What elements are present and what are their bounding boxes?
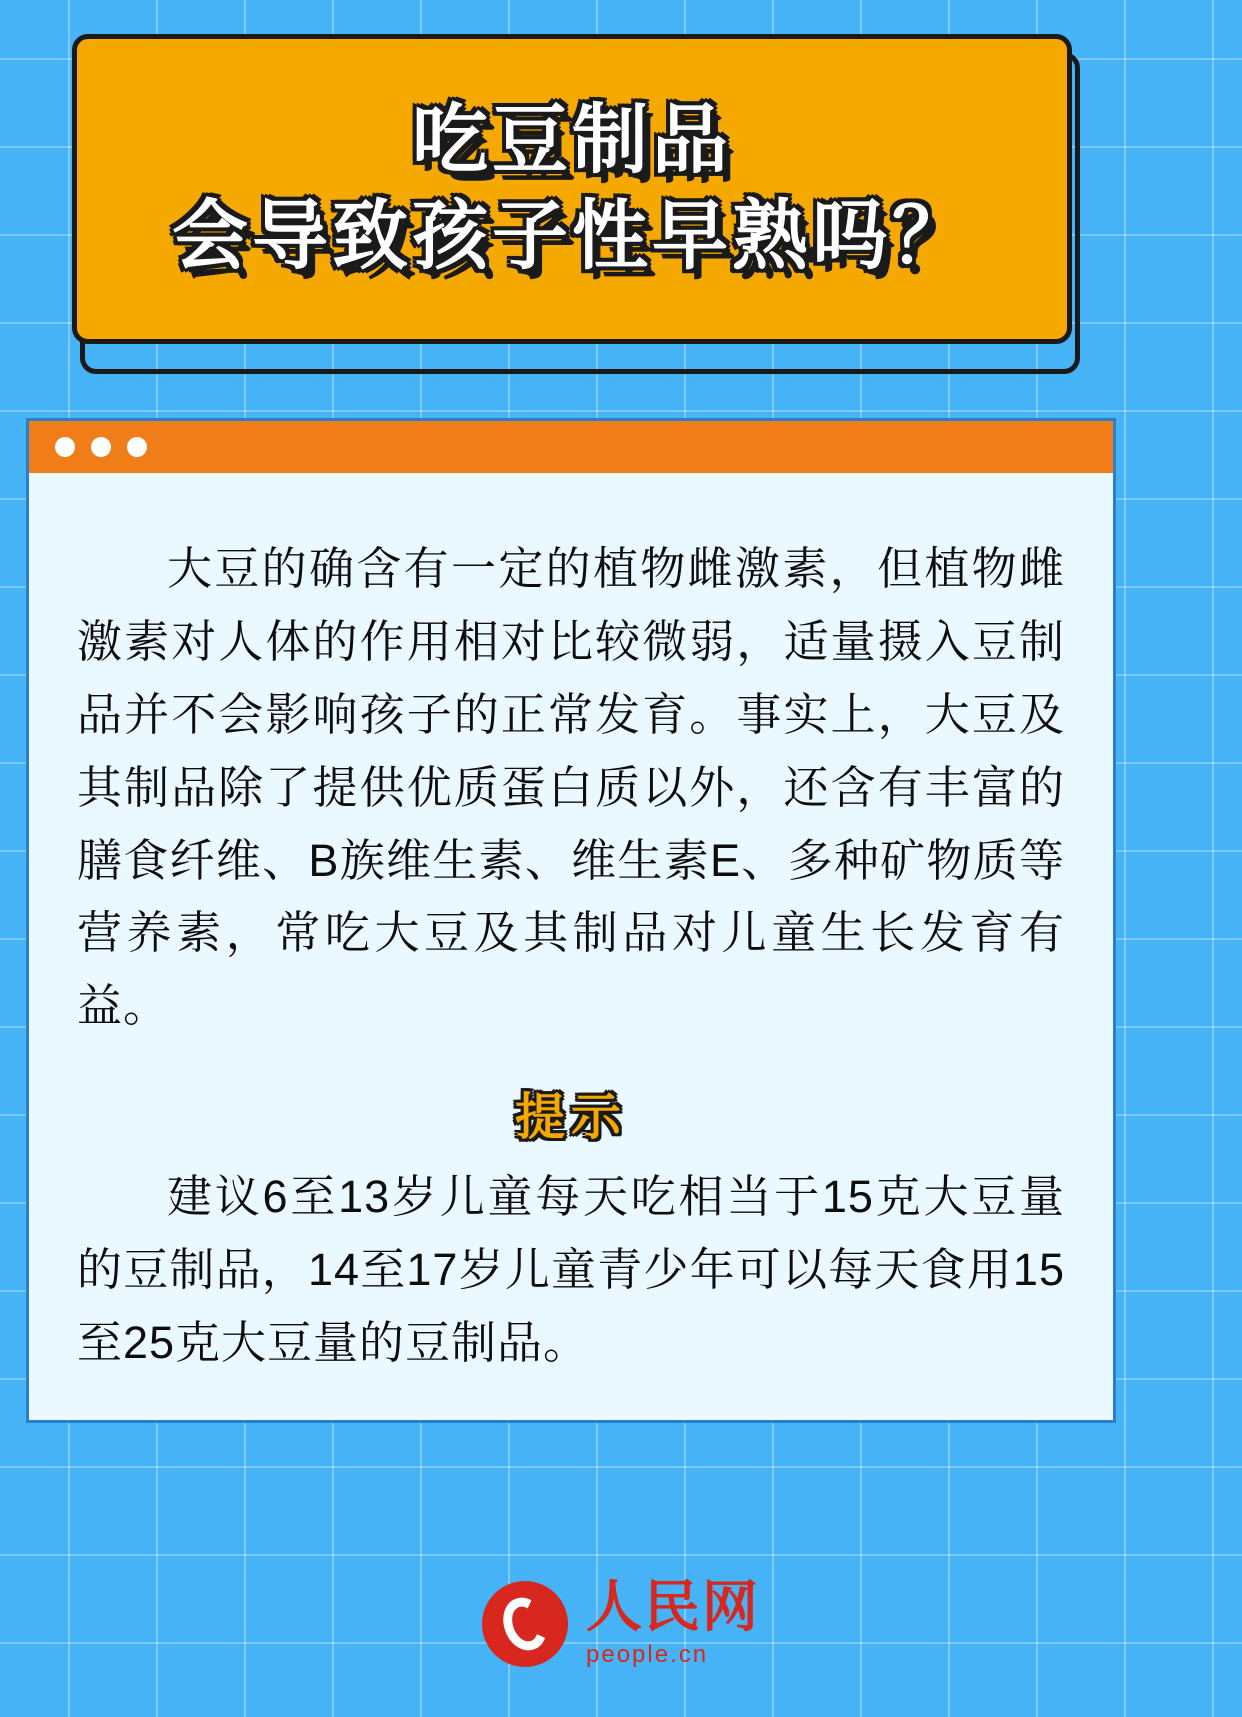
window-title-bar [29, 421, 1113, 473]
title-card-wrapper [72, 34, 1072, 344]
window-dot-close-icon[interactable] [55, 437, 75, 457]
window-dot-maximize-icon[interactable] [127, 437, 147, 457]
main-paragraph: 大豆的确含有一定的植物雌激素，但植物雌激素对人体的作用相对比较微弱，适量摄入豆制品并不会影响孩子的正常发育。事实上，大豆及其制品除了提供优质蛋白质以外，还含有丰富的膳食纤维、B族维生素、维生素E、多种矿物质等营养素，常吃大豆及其制品对儿童生长发育有益。 [77, 543, 1065, 1032]
title-card [72, 34, 1072, 344]
people-cn-logo-icon [482, 1581, 568, 1667]
content-panel [26, 418, 1116, 1423]
footer-logo [0, 1575, 1242, 1669]
tip-paragraph: 建议6至13岁儿童每天吃相当于15克大豆量的豆制品，14至17岁儿童青少年可以每天食用15至25克大豆量的豆制品。 [77, 1171, 1065, 1369]
logo-english-name: people.cn [586, 1641, 709, 1668]
window-dot-minimize-icon[interactable] [91, 437, 111, 457]
logo-text-block [586, 1575, 760, 1669]
title-line-1: 吃豆制品 [412, 97, 732, 183]
tip-heading: 提示 [515, 1089, 627, 1146]
logo-chinese-name: 人民网 [586, 1575, 760, 1638]
panel-body [29, 473, 1113, 1420]
title-line-2: 会导致孩子性早熟吗？ [172, 194, 972, 279]
